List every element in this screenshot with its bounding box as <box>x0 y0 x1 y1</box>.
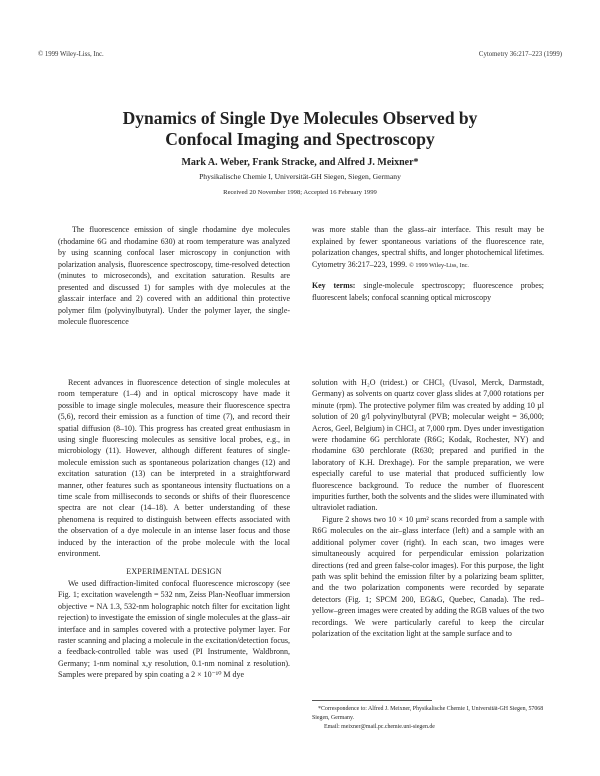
title-line-1: Dynamics of Single Dye Molecules Observed by <box>122 108 478 128</box>
abstract-continuation: was more stable than the glass–air interface. This result may be explained by fewer spontaneous variations of the fluorescence rate, polarization changes, spectral shifts, and longer photochemical lifetimes. Cytometry 36:217–223, 1999. <box>312 225 544 269</box>
correspondence-footnote <box>312 705 544 732</box>
methods-paragraph-1: We used diffraction-limited confocal fluorescence microscopy (see Fig. 1; excitation wavelength = 532 nm, Zeiss Plan-Neofluar immersion objective = NA 1.3, 532-nm holographic notch filter for excitation light rejection) to investigate the emission of single molecules at the glass–air interface and in samples covered with a protective polymer layer. For raster scanning and placing a molecule in the excitation/detection focus, a feedback-controlled table was used (PI Instrumente, Waldbronn, Germany; 1-nm nominal x,y resolution, 0.1-nm nominal z resolution). Samples were prepared by spin coating a 2 × 10⁻¹⁰ M dye <box>58 578 290 680</box>
body-left-column <box>58 377 290 681</box>
author-list: Mark A. Weber, Frank Stracke, and Alfred J. Meixner* <box>181 157 419 168</box>
key-terms-list: single-molecule spectroscopy; fluorescence probes; fluorescent labels; confocal scanning optical microscopy <box>312 281 545 302</box>
journal-citation-header: Cytometry 36:217–223 (1999) <box>478 51 562 58</box>
copyright-header: © 1999 Wiley-Liss, Inc. <box>38 51 104 58</box>
abstract-right-column <box>312 224 544 312</box>
intro-paragraph: Recent advances in fluorescence detection of single molecules at room temperature (1–4) and in optical microscopy have made it possible to image single molecules, measure their fluorescence spectra (5,6), record their emission as a function of time (7), and record their spatial diffusion (8–10). This progress has created great enthusiasm in using single fluorescing molecules as sensitive local probes, e.g., in microbiology (11). However, although different features of single-molecule emission such as spontaneous polarization changes (12) and excitation saturation (13) can be interpreted in a straightforward manner, other features such as spontaneous intensity fluctuations on a time scale from milliseconds to seconds or shifts of their fluorescence spectra are not clear (14–18). A better understanding of these phenomena is required to distinguish between effects associated with the observation of a dye molecule in an intense laser focus and those induced by the interaction of the probe molecule with the local environment. <box>58 378 290 559</box>
received-dates: Received 20 November 1998; Accepted 16 February 1999 <box>223 189 377 196</box>
body-right-column <box>312 377 544 639</box>
abstract-left-column <box>58 224 290 328</box>
footnote-divider <box>312 700 432 701</box>
section-heading-experimental-design: EXPERIMENTAL DESIGN <box>126 566 222 576</box>
abstract-text-part1: The fluorescence emission of single rhodamine dye molecules (rhodamine 6G and rhodamine 630) at room temperature was analyzed by using scanning confocal laser microscopy in conjunction with polarization analysis, fluorescence spectroscopy, time-resolved detection (minutes to microseconds), and excitation saturation. Results are presented and discussed 1) for samples with dye molecules at the glass:air interface and 2) covered with an additional thin protective polymer film (polyvinylbutyral). Under the polymer layer, the single-molecule fluorescence <box>58 225 290 326</box>
abstract-text-part2 <box>312 224 544 271</box>
key-terms <box>312 280 544 303</box>
figure2-paragraph: Figure 2 shows two 10 × 10 µm² scans recorded from a sample with R6G molecules on the air–glass interface (left) and a sample with an additional polymer cover (right). In each scan, two images were simultaneously acquired for perpendicular emission polarization directions (red and green false-color images). For this purpose, the light path was split behind the emission filter by a polarizing beam splitter, and the two polarization components were recorded by separate detectors (Fig. 1; SPCM 200, EG&G, Quebec, Canada). The red–yellow–green images were created by adding the RGB values of the two recordings. We were particularly careful to keep the circular polarization of the excitation light at the sample surface and to <box>312 514 544 638</box>
methods-paragraph-continued: solution with H₂O (tridest.) or CHCl₃ (Uvasol, Merck, Darmstadt, Germany) as solvents on quartz cover glass slides at 7,000 rotations per minute (rpm). The protective polymer film was created by adding 10 µl solution of 20 g/l polyvinylbutyral (PVB; molecular weight = 36,000; Acros, Geel, Belgium) in CHCl₃ at 7,000 rpm. Dyes under investigation were rhodamine 6G perchlorate (R6G; Kodak, Rochester, NY) and rhodamine 630 perchlorate (R630; prepared and purified in the laboratory of K.H. Drexhage). For the sample preparation, we were especially careful to use material that produced sufficiently low fluorescence background. To reduce the number of fluorescent impurities further, both the solvents and the slides were illuminated with ultraviolet radiation. <box>312 378 544 513</box>
affiliation: Physikalische Chemie I, Universität-GH Siegen, Siegen, Germany <box>199 172 401 181</box>
correspondence-email: Email: meixner@mail.pc.chemie.uni-siegen.de <box>324 724 435 730</box>
correspondence-text: *Correspondence to: Alfred J. Meixner, Physikalische Chemie I, Universität-GH Siegen, 57068 Siegen, Germany. <box>312 706 544 721</box>
abstract-copyright: © 1999 Wiley-Liss, Inc. <box>409 261 469 269</box>
paper-title <box>60 108 540 150</box>
key-terms-label: Key terms: <box>312 281 356 290</box>
title-line-2: Confocal Imaging and Spectroscopy <box>165 129 435 149</box>
